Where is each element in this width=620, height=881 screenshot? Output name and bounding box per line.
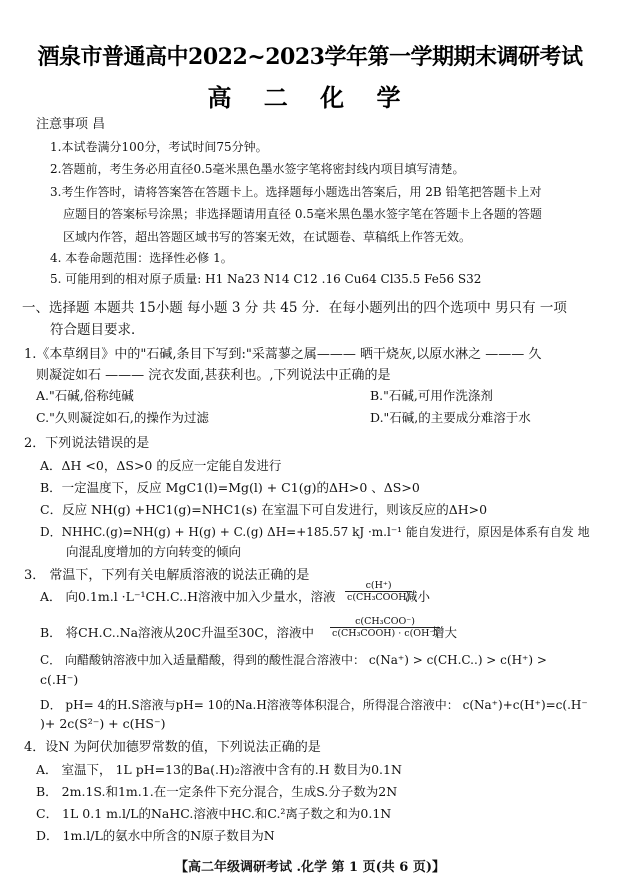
question-2-option-c: C．反应 NH(g) +HC1(g)=NHC1(s) 在室温下可自发进行，则该反应的ΔH>0 [40, 502, 488, 517]
question-3-option-b: B． 将CH.C..Na溶液从20C升温至30C，溶液中 [40, 625, 314, 640]
notice-heading: 注意事项 昌 [36, 117, 106, 132]
fraction-numerator: c(CH₃COO⁻) [355, 616, 416, 627]
question-4-option-c: C． 1L 0.1 m.l/L的NaHC.溶液中HC.和C.²离子数之和为0.1N [36, 806, 392, 821]
question-4-option-a: A． 室温下， 1L pH=13的Ba(.H)₂溶液中含有的.H 数目为0.1N [36, 762, 402, 777]
question-4-stem: 4．设N 为阿伏加德罗常数的值，下列说法正确的是 [24, 740, 321, 755]
fraction-numerator: c(H⁺) [365, 580, 392, 591]
question-4-option-d: D． 1m.l/L的氨水中所含的N原子数目为N [36, 828, 275, 843]
page-footer: 【高二年级调研考试 .化学 第 1 页(共 6 页)】 [174, 860, 446, 875]
question-3-option-c: C． 向醋酸钠溶液中加入适量醋酸，得到的酸性混合溶液中： c(Na⁺) > c(CH.C..) > c(H⁺) > [40, 653, 547, 667]
question-1-option-c: C."久则凝淀如石,的操作为过滤 [36, 410, 209, 425]
question-3-option-a: A． 向0.1m.l ·L⁻¹CH.C..H溶液中加入少量水，溶液 [40, 589, 336, 604]
notice-item: 4. 本卷命题范围：选择性必修 1。 [50, 251, 233, 265]
question-3-option-d: D． pH= 4的H.S溶液与pH= 10的Na.H溶液等体积混合，所得混合溶液中： c(Na⁺)+c(H⁺)=c(.H⁻ [40, 698, 588, 712]
notice-item: 5. 可能用到的相对原子质量: H1 Na23 N14 C12 .16 Cu64 Cl35.5 Fe56 S32 [50, 272, 482, 286]
question-2-option-b: B．一定温度下，反应 MgC1(l)=Mg(l) + C1(g)的ΔH>0 、ΔS>0 [40, 480, 420, 495]
question-3-stem: 3． 常温下，下列有关电解质溶液的说法正确的是 [24, 568, 310, 583]
exam-title: 酒泉市普通高中2022~2023学年第一学期期末调研考试 [37, 44, 583, 70]
notice-item: 区域内作答，超出答题区域书写的答案无效，在试题卷、草稿纸上作答无效。 [63, 230, 472, 244]
question-3-option-a-fraction [345, 580, 412, 603]
question-3-option-b-fraction [330, 616, 440, 639]
question-3-option-b-tail: 增大 [432, 625, 458, 640]
question-4-option-b: B． 2m.1S.和1m.1.在一定条件下充分混合，生成S.分子数为2N [36, 784, 398, 799]
question-2-option-a: A．ΔH <0，ΔS>0 的反应一定能自发进行 [40, 458, 282, 473]
question-2-option-d-cont: 向混乱度增加的方向转变的倾向 [66, 544, 242, 559]
question-1-option-d: D."石碱,的主要成分难溶于水 [370, 410, 531, 425]
fraction-denominator: c(CH₃COOH) · c(OH⁻) [332, 628, 439, 639]
notice-item: 2.答题前，考生务必用直径0.5毫米黑色墨水签字笔将密封线内项目填写清楚。 [50, 162, 465, 176]
notice-item: 应题目的答案标号涂黑；非选择题请用直径 0.5毫米黑色墨水签字笔在答题卡上各题的答题 [63, 207, 542, 221]
subject-title: 高 二 化 学 [207, 83, 413, 112]
notice-item: 3.考生作答时，请将答案答在答题卡上。选择题每小题选出答案后，用 2B 铅笔把答题卡上对 [50, 185, 542, 199]
question-3-option-d-cont: )+ 2c(S²⁻) + c(HS⁻) [40, 716, 166, 731]
question-3-option-c-cont: c(.H⁻) [40, 672, 79, 687]
question-1-stem: 1.《本草纲目》中的"石碱,条目下写到:"采蒿蓼之属——— 晒干烧灰,以原水淋之 ——— 久 [24, 347, 542, 362]
question-2-stem: 2．下列说法错误的是 [24, 436, 150, 451]
question-3-option-a-tail: 减小 [405, 589, 431, 604]
question-1-stem-cont: 则凝淀如石 ——— 浣衣发面,甚获利也。,下列说法中正确的是 [36, 368, 391, 383]
fraction-denominator: c(CH₃COOH) [347, 592, 411, 603]
question-2-option-d: D．NHHC.(g)=NH(g) + H(g) + C.(g) ΔH=+185.57 kJ ·m.l⁻¹ 能自发进行，原因是体系有自发 地 [40, 525, 590, 539]
section-heading-cont: 符合题目要求． [50, 322, 145, 338]
notice-item: 1.本试卷满分100分，考试时间75分钟。 [50, 140, 268, 154]
question-1-option-b: B."石碱,可用作洗涤剂 [370, 388, 493, 403]
section-heading: 一、选择题 本题共 15小题 每小题 3 分 共 45 分．在每小题列出的四个选项中 男只有 一项 [22, 300, 567, 316]
question-1-option-a: A."石碱,俗称纯碱 [36, 388, 134, 403]
